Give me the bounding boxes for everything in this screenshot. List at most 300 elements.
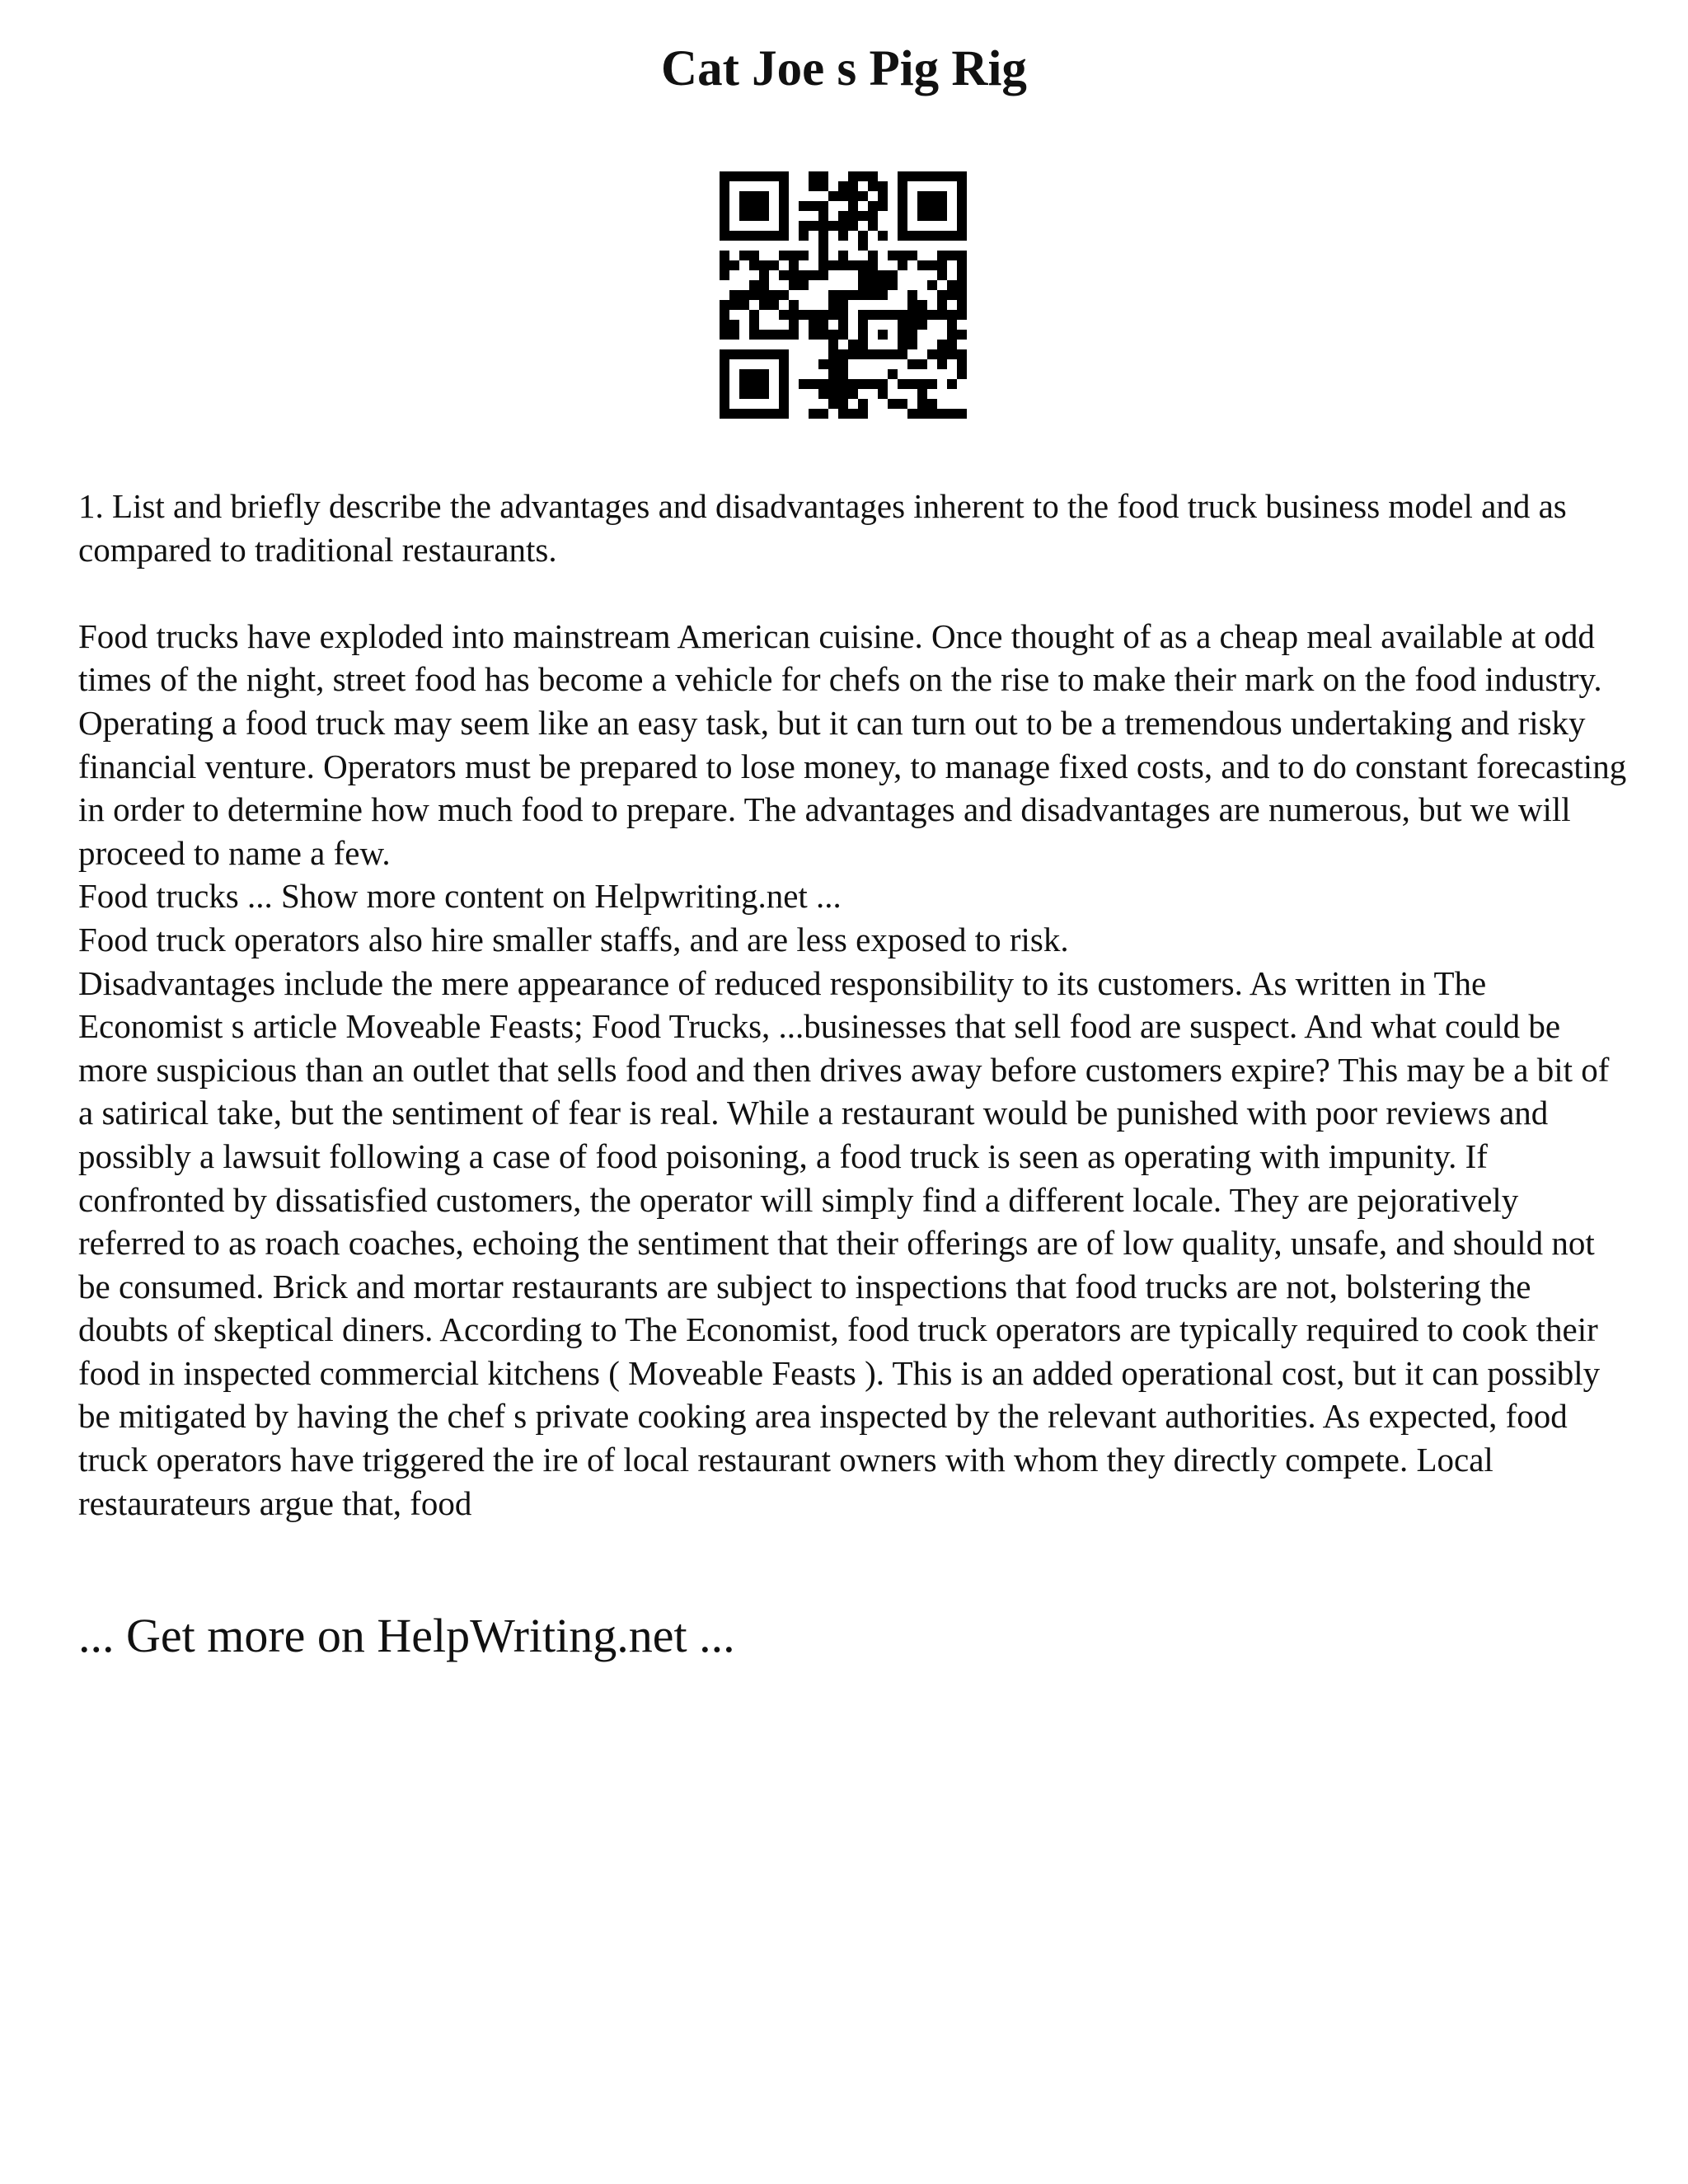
qr-module xyxy=(957,211,967,221)
qr-module xyxy=(789,270,799,280)
qr-module xyxy=(729,231,739,241)
qr-module xyxy=(947,231,957,241)
qr-module xyxy=(818,320,828,330)
qr-module xyxy=(769,330,779,340)
qr-module xyxy=(858,290,868,300)
qr-module xyxy=(838,379,848,389)
qr-module xyxy=(868,349,878,359)
qr-module xyxy=(779,369,789,379)
qr-module xyxy=(799,310,809,320)
qr-module xyxy=(720,349,729,359)
show-more-paragraph: Food trucks ... Show more content on Helpwriting.net ... xyxy=(78,877,842,916)
qr-module xyxy=(838,290,848,300)
qr-module xyxy=(818,241,828,251)
qr-module xyxy=(907,330,917,340)
qr-module xyxy=(818,389,828,399)
qr-module xyxy=(927,310,937,320)
qr-module xyxy=(898,399,907,409)
qr-module xyxy=(878,191,888,201)
qr-module xyxy=(898,340,907,349)
qr-module xyxy=(779,191,789,201)
qr-module xyxy=(838,320,848,330)
qr-module xyxy=(729,349,739,359)
qr-module xyxy=(858,171,868,181)
qr-module xyxy=(898,260,907,270)
qr-module xyxy=(937,409,947,419)
qr-module xyxy=(838,211,848,221)
qr-module xyxy=(917,211,927,221)
qr-module xyxy=(720,399,729,409)
qr-module xyxy=(888,251,898,260)
qr-module xyxy=(729,260,739,270)
qr-module xyxy=(828,290,838,300)
qr-module xyxy=(848,379,858,389)
qr-module xyxy=(789,260,799,270)
qr-module xyxy=(779,231,789,241)
qr-module xyxy=(720,171,729,181)
qr-module xyxy=(739,201,749,211)
qr-module xyxy=(818,330,828,340)
qr-module xyxy=(858,330,868,340)
qr-module xyxy=(818,270,828,280)
qr-module xyxy=(917,359,927,369)
qr-module xyxy=(749,171,759,181)
qr-module xyxy=(779,221,789,231)
qr-module xyxy=(888,270,898,280)
qr-module xyxy=(828,330,838,340)
qr-module xyxy=(739,171,749,181)
qr-module xyxy=(789,330,799,340)
qr-module xyxy=(898,320,907,330)
qr-module xyxy=(739,409,749,419)
qr-module xyxy=(779,389,789,399)
qr-module xyxy=(947,349,957,359)
qr-module xyxy=(907,171,917,181)
qr-module xyxy=(838,399,848,409)
qr-module xyxy=(947,320,957,330)
qr-module xyxy=(838,260,848,270)
document-body xyxy=(78,485,1628,1525)
qr-module xyxy=(759,369,769,379)
qr-module xyxy=(759,171,769,181)
qr-module xyxy=(927,211,937,221)
qr-module xyxy=(898,310,907,320)
qr-module xyxy=(789,300,799,310)
qr-module xyxy=(809,221,818,231)
qr-module xyxy=(749,349,759,359)
qr-module xyxy=(749,290,759,300)
qr-module xyxy=(749,191,759,201)
qr-module xyxy=(828,340,838,349)
qr-module xyxy=(858,349,868,359)
qr-module xyxy=(759,379,769,389)
qr-module xyxy=(749,310,759,320)
qr-module xyxy=(739,300,749,310)
qr-module xyxy=(888,399,898,409)
qr-module xyxy=(809,181,818,191)
qr-module xyxy=(907,320,917,330)
qr-module xyxy=(927,280,937,290)
qr-module xyxy=(848,201,858,211)
qr-module xyxy=(720,320,729,330)
qr-module xyxy=(838,349,848,359)
qr-module xyxy=(868,270,878,280)
qr-module xyxy=(957,191,967,201)
qr-module xyxy=(838,409,848,419)
qr-module xyxy=(720,211,729,221)
qr-module xyxy=(957,280,967,290)
qr-module xyxy=(809,270,818,280)
qr-module xyxy=(898,191,907,201)
qr-module xyxy=(729,290,739,300)
qr-module xyxy=(828,389,838,399)
qr-module xyxy=(779,201,789,211)
qr-module xyxy=(898,330,907,340)
qr-module xyxy=(720,369,729,379)
qr-module xyxy=(907,310,917,320)
qr-module xyxy=(868,280,878,290)
qr-module xyxy=(838,330,848,340)
qr-module xyxy=(957,231,967,241)
qr-module xyxy=(898,379,907,389)
qr-module xyxy=(720,389,729,399)
qr-module xyxy=(759,389,769,399)
qr-module xyxy=(759,409,769,419)
qr-module xyxy=(888,349,898,359)
qr-module xyxy=(888,369,898,379)
qr-module xyxy=(779,211,789,221)
qr-module xyxy=(789,320,799,330)
qr-module xyxy=(769,260,779,270)
qr-module xyxy=(858,409,868,419)
qr-module xyxy=(878,349,888,359)
qr-module xyxy=(878,290,888,300)
qr-module xyxy=(888,310,898,320)
qr-module xyxy=(799,270,809,280)
qr-module xyxy=(858,191,868,201)
qr-module xyxy=(858,310,868,320)
qr-module xyxy=(759,349,769,359)
qr-module xyxy=(937,270,947,280)
qr-module xyxy=(957,310,967,320)
qr-module xyxy=(838,300,848,310)
qr-module xyxy=(937,340,947,349)
qr-module xyxy=(868,171,878,181)
qr-module xyxy=(868,211,878,221)
qr-module xyxy=(927,201,937,211)
qr-module xyxy=(749,369,759,379)
qr-module xyxy=(878,231,888,241)
qr-module xyxy=(957,349,967,359)
qr-module xyxy=(759,330,769,340)
qr-module xyxy=(878,181,888,191)
qr-module xyxy=(759,191,769,201)
qr-module xyxy=(917,191,927,201)
qr-module xyxy=(898,251,907,260)
qr-module xyxy=(957,330,967,340)
qr-module xyxy=(878,201,888,211)
qr-module xyxy=(809,379,818,389)
qr-module xyxy=(779,409,789,419)
qr-module xyxy=(898,181,907,191)
qr-module xyxy=(937,260,947,270)
qr-module xyxy=(937,310,947,320)
qr-module xyxy=(828,260,838,270)
paragraph-gap xyxy=(78,571,1628,615)
qr-module xyxy=(937,191,947,201)
qr-module xyxy=(898,201,907,211)
qr-module xyxy=(838,389,848,399)
qr-module xyxy=(868,251,878,260)
qr-module xyxy=(779,290,789,300)
qr-module xyxy=(739,231,749,241)
qr-code xyxy=(720,171,967,419)
qr-module xyxy=(759,211,769,221)
qr-module xyxy=(828,379,838,389)
qr-module xyxy=(749,280,759,290)
qr-module xyxy=(769,409,779,419)
qr-module xyxy=(809,171,818,181)
qr-module xyxy=(769,231,779,241)
qr-module xyxy=(749,211,759,221)
qr-module xyxy=(858,211,868,221)
qr-module xyxy=(769,290,779,300)
qr-module xyxy=(848,181,858,191)
qr-module xyxy=(858,320,868,330)
qr-module xyxy=(739,349,749,359)
qr-module xyxy=(957,201,967,211)
qr-module xyxy=(759,300,769,310)
qr-module xyxy=(957,300,967,310)
qr-module xyxy=(828,399,838,409)
qr-module xyxy=(858,340,868,349)
qr-module xyxy=(937,290,947,300)
qr-module xyxy=(898,171,907,181)
qr-module xyxy=(868,290,878,300)
qr-module xyxy=(917,399,927,409)
qr-module xyxy=(898,221,907,231)
qr-module xyxy=(759,270,769,280)
qr-module xyxy=(927,379,937,389)
qr-module xyxy=(957,221,967,231)
qr-module xyxy=(720,191,729,201)
qr-module xyxy=(818,379,828,389)
qr-module xyxy=(937,171,947,181)
qr-module xyxy=(779,399,789,409)
qr-module xyxy=(799,231,809,241)
qr-module xyxy=(907,409,917,419)
qr-module xyxy=(749,231,759,241)
qr-module xyxy=(720,379,729,389)
qr-module xyxy=(848,221,858,231)
qr-module xyxy=(749,251,759,260)
qr-module xyxy=(878,270,888,280)
qr-module xyxy=(868,201,878,211)
qr-module xyxy=(838,369,848,379)
qr-module xyxy=(907,379,917,389)
qr-module xyxy=(818,310,828,320)
qr-module xyxy=(779,330,789,340)
qr-module xyxy=(799,280,809,290)
qr-module xyxy=(779,270,789,280)
qr-module xyxy=(720,300,729,310)
qr-module xyxy=(917,260,927,270)
qr-module xyxy=(749,379,759,389)
qr-module xyxy=(947,290,957,300)
qr-module xyxy=(858,379,868,389)
body-paragraph-intro: Food trucks have exploded into mainstream American cuisine. Once thought of as a cheap meal available at odd times of the night, street food has become a vehicle for chefs on the rise to make their mark on the food industry. Operating a food truck may seem like an easy task, but it can turn out to be a tremendous undertaking and risky financial venture. Operators must be prepared to lose money, to manage fixed costs, and to do constant forecasting in order to determine how much food to prepare. The advantages and disadvantages are numerous, but we will proceed to name a few. xyxy=(78,616,1627,872)
qr-module xyxy=(927,191,937,201)
qr-module xyxy=(779,181,789,191)
qr-module xyxy=(878,379,888,389)
qr-module xyxy=(838,231,848,241)
qr-module xyxy=(898,349,907,359)
qr-module xyxy=(937,231,947,241)
qr-module xyxy=(907,340,917,349)
qr-module xyxy=(769,171,779,181)
qr-module xyxy=(927,349,937,359)
qr-module xyxy=(868,379,878,389)
qr-module xyxy=(789,251,799,260)
qr-module xyxy=(779,310,789,320)
qr-module xyxy=(779,359,789,369)
qr-module xyxy=(917,320,927,330)
qr-module xyxy=(868,181,878,191)
qr-module xyxy=(759,201,769,211)
qr-code-image xyxy=(720,171,967,419)
qr-module xyxy=(809,409,818,419)
qr-module xyxy=(868,260,878,270)
qr-module xyxy=(937,251,947,260)
qr-module xyxy=(917,300,927,310)
qr-module xyxy=(769,349,779,359)
body-paragraph-disadvantages: Disadvantages include the mere appearance of reduced responsibility to its customers. As written in The Economist s article Moveable Feasts; Food Trucks, ...businesses that sell food are suspect. And what could be more suspicious than an outlet that sells food and then drives away before customers expire? This may be a bit of a satirical take, but the sentiment of fear is real. While a restaurant would be punished with poor reviews and possibly a lawsuit following a case of food poisoning, a food truck is seen as operating with impunity. If confronted by dissatisfied customers, the operator will simply find a different locale. They are pejoratively referred to as roach coaches, echoing the sentiment that their offerings are of low quality, unsafe, and should not be consumed. Brick and mortar restaurants are subject to inspections that food trucks are not, bolstering the doubts of skeptical diners. According to The Economist, food truck operators are typically required to cook their food in inspected commercial kitchens ( Moveable Feasts ). This is an added operational cost, but it can possibly be mitigated by having the chef s private cooking area inspected by the relevant authorities. As expected, food truck operators have triggered the ire of local restaurant owners with whom they directly compete. Local restaurateurs argue that, food xyxy=(78,963,1610,1522)
qr-module xyxy=(917,389,927,399)
qr-module xyxy=(907,359,917,369)
qr-module xyxy=(809,330,818,340)
qr-module xyxy=(749,201,759,211)
qr-module xyxy=(947,280,957,290)
qr-module xyxy=(927,171,937,181)
qr-module xyxy=(947,340,957,349)
qr-module xyxy=(957,260,967,270)
qr-module xyxy=(957,251,967,260)
qr-module xyxy=(729,320,739,330)
qr-module xyxy=(720,310,729,320)
qr-module xyxy=(729,300,739,310)
qr-module xyxy=(878,330,888,340)
qr-module xyxy=(848,260,858,270)
qr-module xyxy=(739,191,749,201)
qr-module xyxy=(818,359,828,369)
qr-module xyxy=(838,251,848,260)
qr-module xyxy=(917,171,927,181)
qr-module xyxy=(927,409,937,419)
qr-module xyxy=(779,251,789,260)
qr-module xyxy=(947,330,957,340)
qr-module xyxy=(789,280,799,290)
qr-module xyxy=(937,201,947,211)
qr-module xyxy=(937,211,947,221)
qr-module xyxy=(848,389,858,399)
qr-module xyxy=(957,181,967,191)
qr-module xyxy=(739,290,749,300)
qr-module xyxy=(838,359,848,369)
qr-module xyxy=(937,349,947,359)
qr-module xyxy=(720,270,729,280)
qr-module xyxy=(937,300,947,310)
get-more-link[interactable]: ... Get more on HelpWriting.net ... xyxy=(78,1609,735,1662)
qr-module xyxy=(739,211,749,221)
qr-module xyxy=(818,211,828,221)
qr-module xyxy=(799,251,809,260)
qr-module xyxy=(848,211,858,221)
qr-module xyxy=(848,171,858,181)
qr-module xyxy=(947,171,957,181)
qr-module xyxy=(848,340,858,349)
qr-module xyxy=(868,221,878,231)
qr-module xyxy=(749,260,759,270)
qr-module xyxy=(720,260,729,270)
qr-module xyxy=(848,349,858,359)
qr-module xyxy=(858,231,868,241)
qr-module xyxy=(858,280,868,290)
qr-module xyxy=(759,290,769,300)
qr-module xyxy=(729,171,739,181)
qr-module xyxy=(818,231,828,241)
qr-module xyxy=(917,379,927,389)
document-title: Cat Joe s Pig Rig xyxy=(661,41,1027,96)
qr-module xyxy=(769,300,779,310)
qr-module xyxy=(828,300,838,310)
qr-module xyxy=(907,300,917,310)
qr-module xyxy=(720,330,729,340)
qr-module xyxy=(818,221,828,231)
qr-module xyxy=(779,171,789,181)
qr-module xyxy=(720,359,729,369)
qr-module xyxy=(818,251,828,260)
qr-module xyxy=(818,181,828,191)
qr-module xyxy=(739,251,749,260)
qr-module xyxy=(729,330,739,340)
qr-module xyxy=(898,211,907,221)
qr-module xyxy=(759,260,769,270)
qr-module xyxy=(937,359,947,369)
qr-module xyxy=(947,251,957,260)
qr-module xyxy=(828,221,838,231)
qr-module xyxy=(759,231,769,241)
qr-module xyxy=(838,191,848,201)
qr-module xyxy=(838,221,848,231)
qr-module xyxy=(729,409,739,419)
question-paragraph: 1. List and briefly describe the advantages and disadvantages inherent to the food truck business model and as compared to traditional restaurants. xyxy=(78,487,1567,569)
qr-module xyxy=(759,280,769,290)
qr-module xyxy=(858,260,868,270)
qr-module xyxy=(818,201,828,211)
qr-module xyxy=(947,409,957,419)
qr-module xyxy=(739,379,749,389)
qr-module xyxy=(947,379,957,389)
qr-module xyxy=(957,290,967,300)
qr-module xyxy=(927,260,937,270)
qr-module xyxy=(809,320,818,330)
qr-module xyxy=(878,389,888,399)
qr-module xyxy=(947,310,957,320)
qr-module xyxy=(739,389,749,399)
qr-module xyxy=(957,171,967,181)
qr-module xyxy=(720,181,729,191)
qr-module xyxy=(927,231,937,241)
